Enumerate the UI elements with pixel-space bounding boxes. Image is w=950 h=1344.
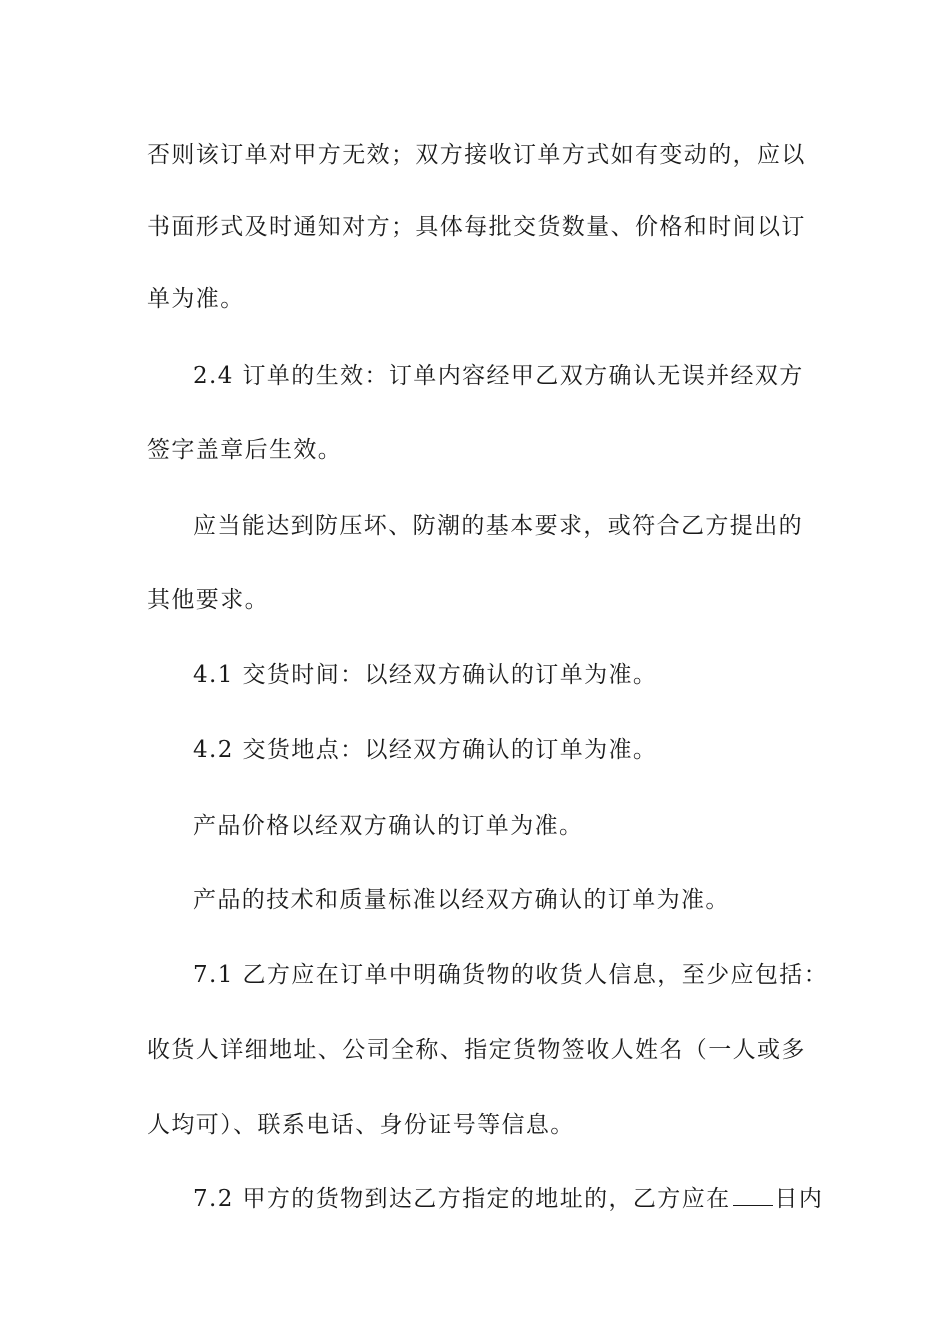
text-line: 否则该订单对甲方无效；双方接收订单方式如有变动的，应以 — [147, 142, 806, 168]
paragraph-7-2-text: 7.2 甲方的货物到达乙方指定的地址的，乙方应在 — [193, 1186, 731, 1212]
fill-in-blank — [733, 1185, 773, 1206]
paragraph-4-1: 4.1 交货时间：以经双方确认的订单为准。 — [193, 662, 658, 688]
text-line: 签字盖章后生效。 — [147, 437, 343, 463]
text-line: 单为准。 — [147, 286, 245, 312]
paragraph-2-4: 2.4 订单的生效：订单内容经甲乙双方确认无误并经双方 — [193, 363, 804, 389]
paragraph-price: 产品价格以经双方确认的订单为准。 — [193, 813, 584, 839]
text-line: 人均可）、联系电话、身份证号等信息。 — [147, 1112, 575, 1138]
paragraph-4-2: 4.2 交货地点：以经双方确认的订单为准。 — [193, 737, 658, 763]
text-line: 其他要求。 — [147, 587, 269, 613]
text-line: 书面形式及时通知对方；具体每批交货数量、价格和时间以订 — [147, 214, 806, 240]
paragraph-7-2 — [193, 1184, 823, 1214]
paragraph-7-1: 7.1 乙方应在订单中明确货物的收货人信息，至少应包括： — [193, 962, 829, 988]
paragraph-quality: 产品的技术和质量标准以经双方确认的订单为准。 — [193, 887, 730, 913]
paragraph-7-2-tail: 日内 — [774, 1186, 824, 1212]
text-line: 收货人详细地址、公司全称、指定货物签收人姓名（一人或多 — [147, 1037, 806, 1063]
paragraph-packaging: 应当能达到防压坏、防潮的基本要求，或符合乙方提出的 — [193, 513, 803, 539]
